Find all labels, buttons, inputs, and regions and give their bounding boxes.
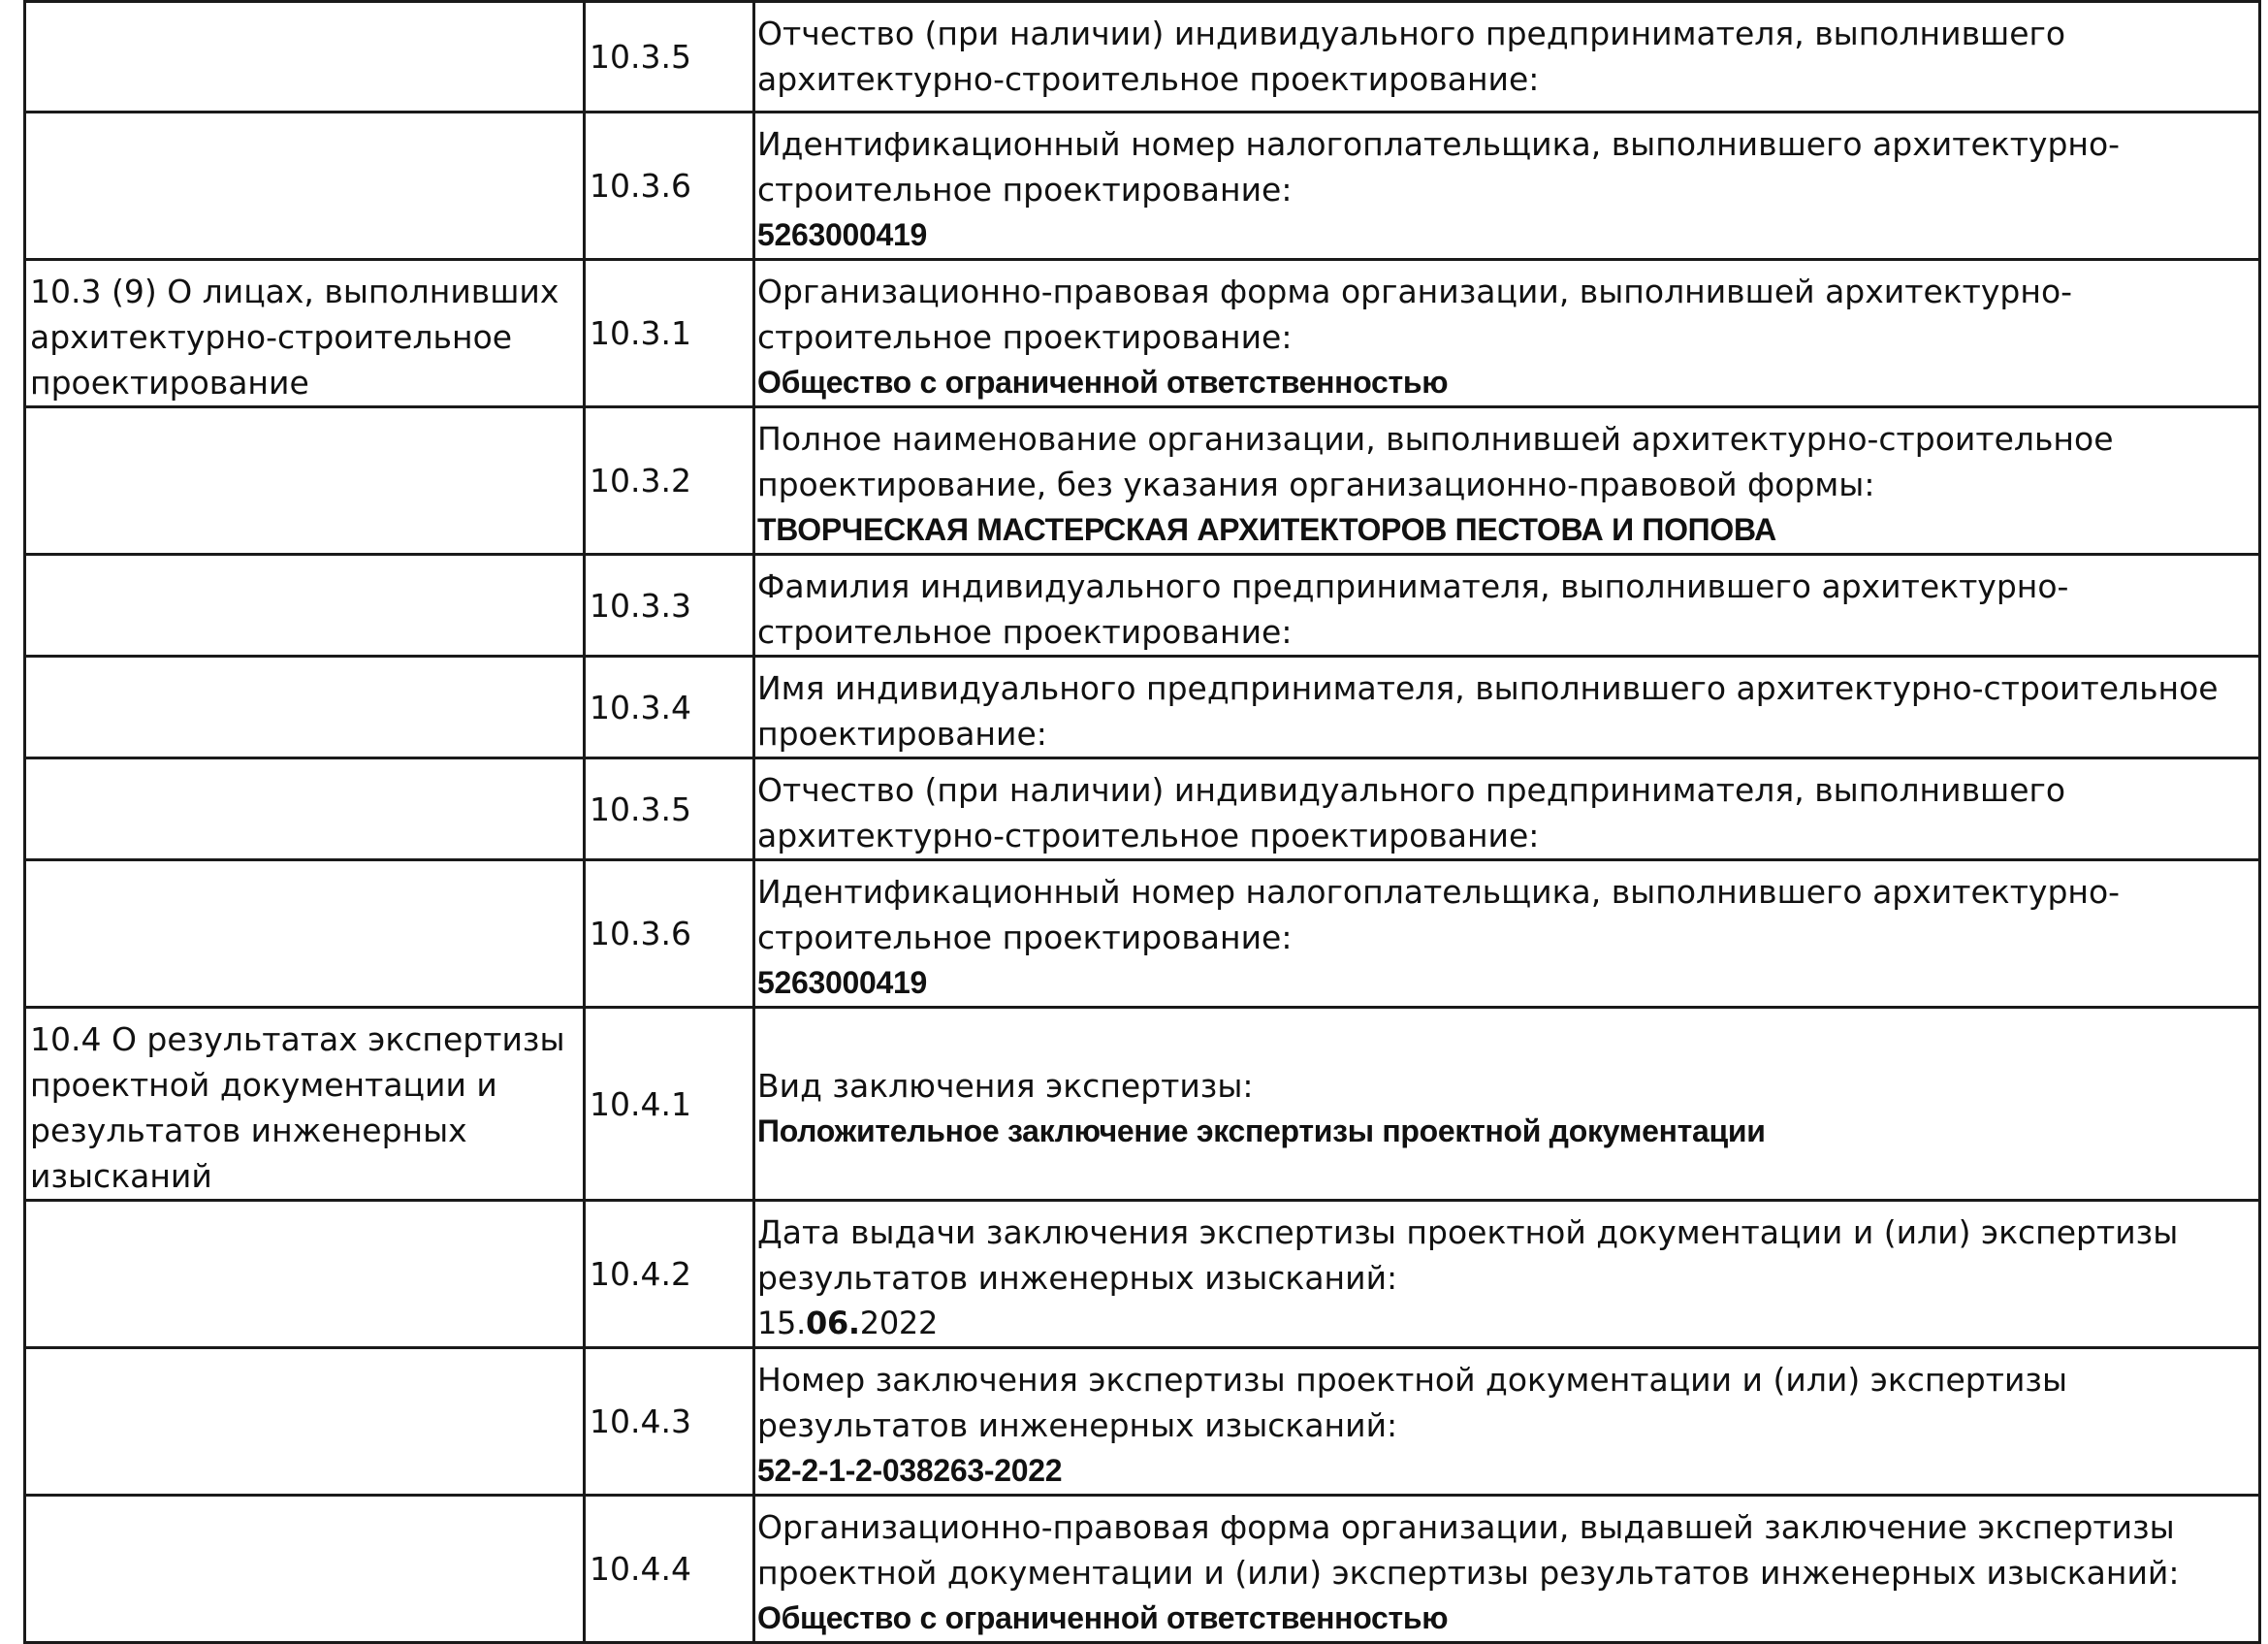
table-row [25, 1201, 2260, 1348]
section-cell [25, 657, 585, 758]
item-text-cell [754, 1348, 2260, 1496]
section-cell [25, 1348, 585, 1496]
item-question: Фамилия индивидуального предпринимателя, выполнившего архитектурно-строительное проектирование: [757, 567, 2069, 651]
item-code: 10.3.1 [585, 260, 754, 407]
section-cell [25, 113, 585, 260]
item-question: Номер заключения экспертизы проектной документации и (или) экспертизы результатов инженерных изысканий: [757, 1361, 2068, 1444]
item-text-cell [754, 1201, 2260, 1348]
item-code: 10.4.4 [585, 1496, 754, 1643]
item-question: Организационно-правовая форма организации, выполнившей архитектурно-строительное проектирование: [757, 273, 2073, 356]
item-code: 10.3.6 [585, 860, 754, 1008]
item-answer: 52-2-1-2-038263-2022 [757, 1453, 1063, 1488]
section-cell [25, 555, 585, 657]
table-row [25, 657, 2260, 758]
item-answer: 5263000419 [757, 965, 927, 1000]
item-question: Отчество (при наличии) индивидуального предпринимателя, выполнившего архитектурно-строительное проектирование: [757, 15, 2066, 98]
date-year: 2022 [859, 1305, 939, 1341]
section-cell [25, 407, 585, 555]
section-cell [25, 2, 585, 113]
item-answer: Положительное заключение экспертизы проектной документации [757, 1113, 1766, 1148]
section-cell [25, 1496, 585, 1643]
item-question: Отчество (при наличии) индивидуального предпринимателя, выполнившего архитектурно-строительное проектирование: [757, 771, 2066, 854]
item-question: Вид заключения экспертизы: [757, 1067, 1254, 1105]
item-code: 10.3.5 [585, 2, 754, 113]
table-row [25, 1008, 2260, 1201]
item-text-cell [754, 407, 2260, 555]
item-text-cell [754, 260, 2260, 407]
item-question: Идентификационный номер налогоплательщика, выполнившего архитектурно-строительное проектирование: [757, 125, 2121, 209]
item-text-cell [754, 758, 2260, 860]
item-answer: 5263000419 [757, 217, 927, 252]
item-code: 10.3.2 [585, 407, 754, 555]
item-text-cell [754, 860, 2260, 1008]
item-text-cell [754, 113, 2260, 260]
table-row [25, 758, 2260, 860]
item-question: Полное наименование организации, выполнившей архитектурно-строительное проектирование, без указания организационно-правовой формы: [757, 420, 2114, 503]
item-code: 10.3.3 [585, 555, 754, 657]
document-table [23, 0, 2261, 1644]
table-row [25, 1348, 2260, 1496]
item-text-cell [754, 555, 2260, 657]
item-text-cell [754, 1496, 2260, 1643]
item-code: 10.3.4 [585, 657, 754, 758]
section-cell [25, 860, 585, 1008]
table-row [25, 260, 2260, 407]
item-text-cell [754, 2, 2260, 113]
section-cell [25, 1201, 585, 1348]
table-row [25, 407, 2260, 555]
item-code: 10.3.6 [585, 113, 754, 260]
item-question: Имя индивидуального предпринимателя, выполнившего архитектурно-строительное проектирование: [757, 669, 2219, 753]
item-question: Организационно-правовая форма организации, выдавшей заключение экспертизы проектной документации и (или) экспертизы результатов инженерных изысканий: [757, 1508, 2180, 1592]
item-answer: ТВОРЧЕСКАЯ МАСТЕРСКАЯ АРХИТЕКТОРОВ ПЕСТОВА И ПОПОВА [757, 512, 1776, 547]
item-answer-date [757, 1301, 2252, 1346]
item-answer: Общество с ограниченной ответственностью [757, 1600, 1449, 1635]
table-row [25, 860, 2260, 1008]
item-code: 10.4.2 [585, 1201, 754, 1348]
item-text-cell [754, 657, 2260, 758]
item-answer: Общество с ограниченной ответственностью [757, 365, 1449, 400]
date-month: 06. [806, 1305, 860, 1341]
table-row [25, 113, 2260, 260]
section-cell: 10.3 (9) О лицах, выполнивших архитектурно-строительное проектирование [25, 260, 585, 407]
item-question: Идентификационный номер налогоплательщика, выполнившего архитектурно-строительное проектирование: [757, 873, 2121, 956]
table-row [25, 1496, 2260, 1643]
date-day: 15. [757, 1305, 806, 1341]
table-row [25, 2, 2260, 113]
section-cell: 10.4 О результатах экспертизы проектной документации и результатов инженерных изысканий [25, 1008, 585, 1201]
item-code: 10.4.3 [585, 1348, 754, 1496]
item-code: 10.4.1 [585, 1008, 754, 1201]
item-code: 10.3.5 [585, 758, 754, 860]
item-text-cell [754, 1008, 2260, 1201]
item-question: Дата выдачи заключения экспертизы проектной документации и (или) экспертизы результатов инженерных изысканий: [757, 1213, 2179, 1297]
section-cell [25, 758, 585, 860]
table-row [25, 555, 2260, 657]
